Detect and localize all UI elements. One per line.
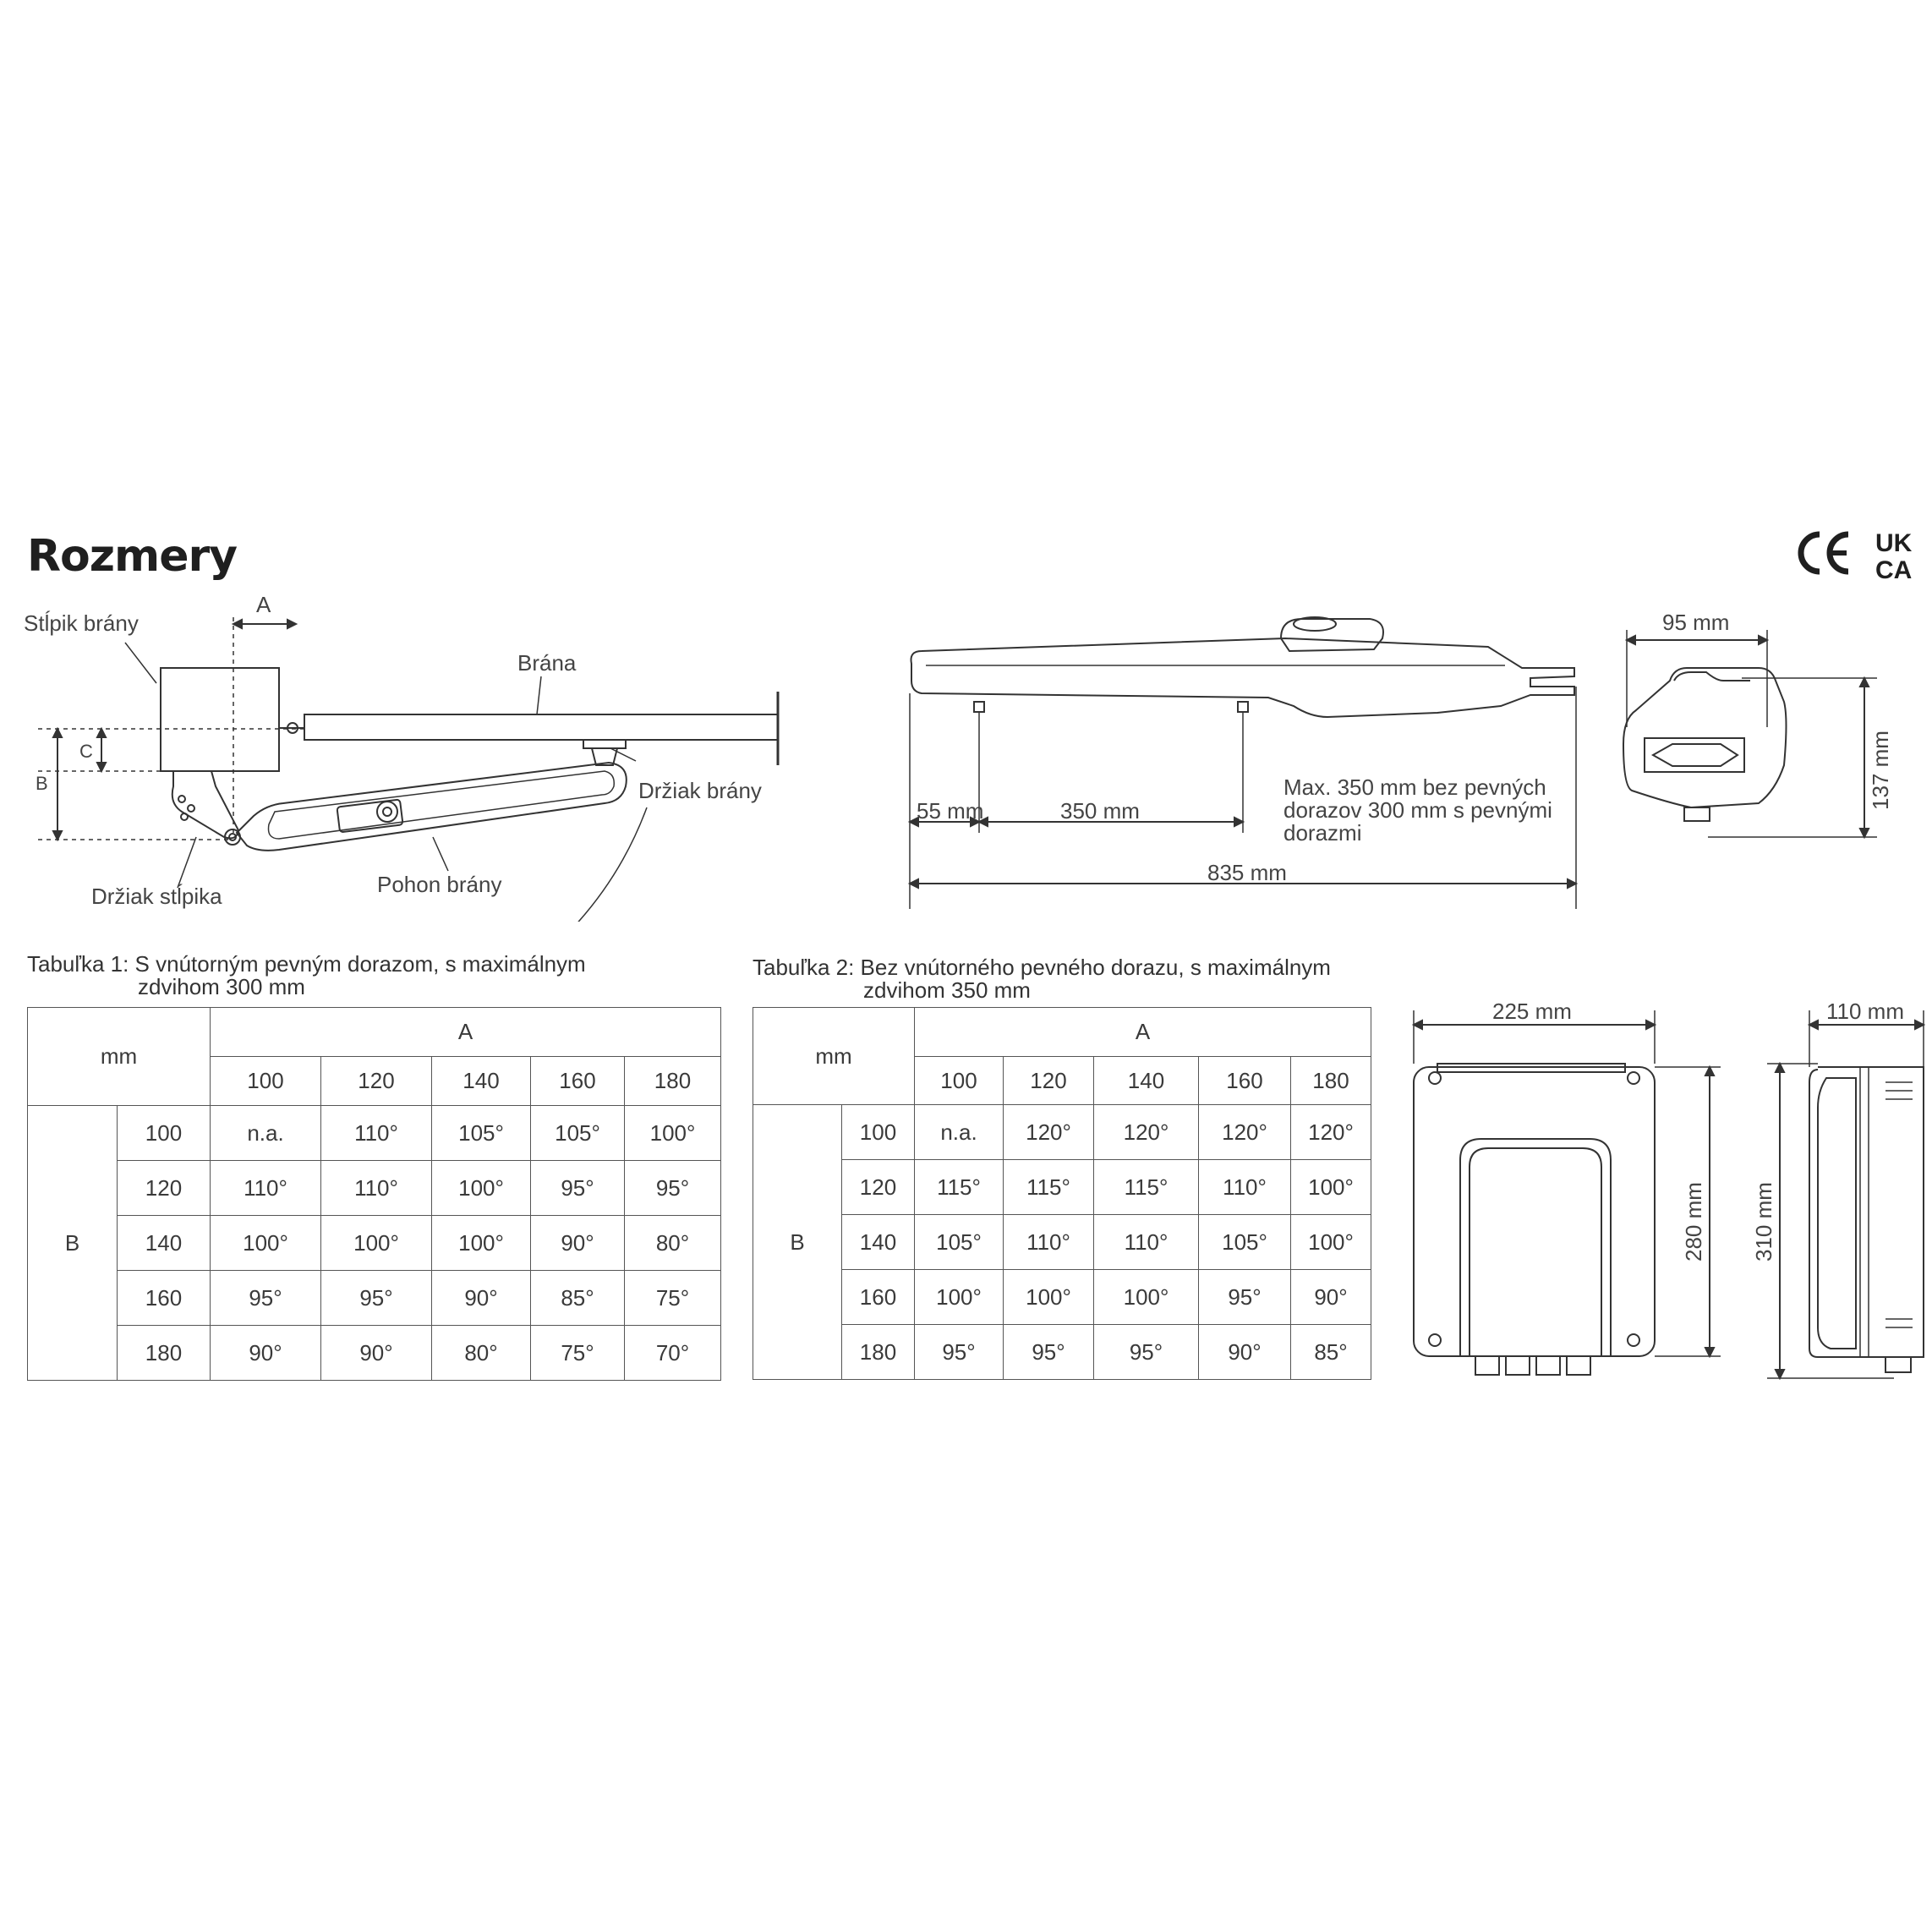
table-cell: 110° [321, 1161, 432, 1216]
end-height-label: 137 mm [1868, 731, 1893, 810]
table-row [753, 1215, 1371, 1270]
table-cell: 100° [1291, 1215, 1371, 1270]
table-cell: 75° [625, 1271, 721, 1326]
control-box-views [1387, 998, 1928, 1387]
table-cell: 75° [531, 1326, 625, 1381]
dim-c-label: C [79, 741, 93, 762]
table-cell: 90° [432, 1271, 531, 1326]
table-cell: 120° [1004, 1105, 1094, 1160]
table-cell: 110° [211, 1161, 321, 1216]
table-cell: 120° [1291, 1105, 1371, 1160]
dim-835: 835 mm [1207, 860, 1287, 885]
table-cell: 120° [1199, 1105, 1291, 1160]
table1-corner: mm [28, 1008, 211, 1106]
ce-mark [1801, 534, 1848, 572]
table-cell: 95° [1094, 1325, 1199, 1380]
table-cell: 90° [211, 1326, 321, 1381]
table2-row-header: 120 [842, 1160, 915, 1215]
box-front-width: 225 mm [1492, 999, 1572, 1024]
box-side-width: 110 mm [1826, 999, 1904, 1024]
table-cell: 110° [1004, 1215, 1094, 1270]
table1-col-header: 160 [531, 1057, 625, 1106]
table-cell: 90° [1291, 1270, 1371, 1325]
table1-col-header: 100 [211, 1057, 321, 1106]
table-row [28, 1326, 721, 1381]
table-cell: 120° [1094, 1105, 1199, 1160]
table-cell: 105° [531, 1106, 625, 1161]
table-cell: 95° [211, 1271, 321, 1326]
table-cell: 95° [625, 1161, 721, 1216]
label-gate: Brána [517, 650, 577, 676]
table1 [27, 1007, 721, 1381]
table-cell: 90° [321, 1326, 432, 1381]
certification-marks [1791, 526, 1918, 580]
table-row [753, 1270, 1371, 1325]
page-title: Rozmery [27, 531, 238, 582]
table-cell: 105° [915, 1215, 1004, 1270]
table-cell: 80° [625, 1216, 721, 1271]
table1-col-header: 120 [321, 1057, 432, 1106]
table-cell: 110° [1094, 1215, 1199, 1270]
table2-col-group: A [915, 1008, 1371, 1057]
control-box-front [1414, 1067, 1655, 1356]
table-cell: 90° [531, 1216, 625, 1271]
table2-col-header: 120 [1004, 1057, 1094, 1105]
table-cell: 110° [321, 1106, 432, 1161]
label-post-bracket: Držiak stĺpika [91, 884, 222, 909]
table2-row-header: 140 [842, 1215, 915, 1270]
ukca-mark-bottom: CA [1875, 556, 1913, 580]
stroke-note-2: dorazov 300 mm s pevnými [1283, 797, 1552, 823]
table-cell: 85° [531, 1271, 625, 1326]
table-cell: 115° [915, 1160, 1004, 1215]
table-cell: 80° [432, 1326, 531, 1381]
table2 [753, 1007, 1371, 1380]
table-cell: 100° [915, 1270, 1004, 1325]
table1-row-header: 180 [118, 1326, 211, 1381]
table1-row-group: B [28, 1106, 118, 1381]
table-cell: 100° [1094, 1270, 1199, 1325]
motor-end-view [1606, 609, 1919, 862]
table-cell: 100° [1291, 1160, 1371, 1215]
stroke-note-3: dorazmi [1283, 820, 1362, 846]
table2-caption-line2: zdvihom 350 mm [863, 977, 1031, 1003]
table-cell: 70° [625, 1326, 721, 1381]
table-cell: 115° [1004, 1160, 1094, 1215]
table2-caption [753, 956, 1331, 1002]
table-row [28, 1106, 721, 1161]
table-cell: 95° [321, 1271, 432, 1326]
table2-col-header: 160 [1199, 1057, 1291, 1105]
dim-b-label: B [36, 773, 48, 794]
table-cell: n.a. [211, 1106, 321, 1161]
table2-row-group: B [753, 1105, 842, 1380]
table-cell: 95° [1199, 1270, 1291, 1325]
table-cell: 95° [1004, 1325, 1094, 1380]
table-cell: 100° [321, 1216, 432, 1271]
installation-diagram [0, 583, 812, 922]
dim-a-label: A [256, 592, 271, 617]
table-cell: 105° [1199, 1215, 1291, 1270]
table1-col-group: A [211, 1008, 721, 1057]
ukca-mark-top: UK [1875, 529, 1913, 557]
gate-bar [304, 714, 778, 740]
table-cell: 100° [432, 1161, 531, 1216]
table2-corner: mm [753, 1008, 915, 1105]
table-cell: 100° [211, 1216, 321, 1271]
label-post: Stĺpik brány [24, 610, 139, 636]
table-row [753, 1325, 1371, 1380]
stroke-note-1: Max. 350 mm bez pevných [1283, 774, 1546, 800]
table-cell: n.a. [915, 1105, 1004, 1160]
table2-col-header: 180 [1291, 1057, 1371, 1105]
box-side-height: 310 mm [1751, 1182, 1776, 1262]
table-row [28, 1161, 721, 1216]
table-cell: 105° [432, 1106, 531, 1161]
label-drive: Pohon brány [377, 872, 502, 897]
table2-row-header: 160 [842, 1270, 915, 1325]
table1-row-header: 100 [118, 1106, 211, 1161]
table1-row-header: 120 [118, 1161, 211, 1216]
table-cell: 90° [1199, 1325, 1291, 1380]
table2-col-header: 140 [1094, 1057, 1199, 1105]
label-gate-bracket: Držiak brány [638, 778, 762, 803]
table1-col-header: 140 [432, 1057, 531, 1106]
table-cell: 85° [1291, 1325, 1371, 1380]
table2-row-header: 100 [842, 1105, 915, 1160]
table-cell: 100° [625, 1106, 721, 1161]
table-cell: 95° [531, 1161, 625, 1216]
table-row [753, 1160, 1371, 1215]
end-width-label: 95 mm [1662, 610, 1730, 635]
table1-caption-line1: Tabuľka 1: S vnútorným pevným dorazom, s maximálnym [27, 951, 586, 977]
table-cell: 95° [915, 1325, 1004, 1380]
table-cell: 100° [1004, 1270, 1094, 1325]
dim-350: 350 mm [1060, 798, 1140, 824]
table1-row-header: 140 [118, 1216, 211, 1271]
table-row [753, 1105, 1371, 1160]
table-cell: 115° [1094, 1160, 1199, 1215]
table2-row-header: 180 [842, 1325, 915, 1380]
box-front-height: 280 mm [1681, 1182, 1706, 1262]
dim-55: 55 mm [917, 798, 984, 824]
table1-col-header: 180 [625, 1057, 721, 1106]
table2-caption-line1: Tabuľka 2: Bez vnútorného pevného dorazu, s maximálnym [753, 955, 1331, 980]
motor-side-view [888, 600, 1598, 922]
table2-col-header: 100 [915, 1057, 1004, 1105]
table1-caption [27, 953, 586, 999]
table1-row-header: 160 [118, 1271, 211, 1326]
control-box-side [1809, 1067, 1924, 1357]
gate-post [161, 668, 279, 771]
gate-bracket [583, 740, 626, 748]
table1-caption-line2: zdvihom 300 mm [138, 974, 305, 999]
table-row [28, 1216, 721, 1271]
table-row [28, 1271, 721, 1326]
table-cell: 100° [432, 1216, 531, 1271]
table-cell: 110° [1199, 1160, 1291, 1215]
